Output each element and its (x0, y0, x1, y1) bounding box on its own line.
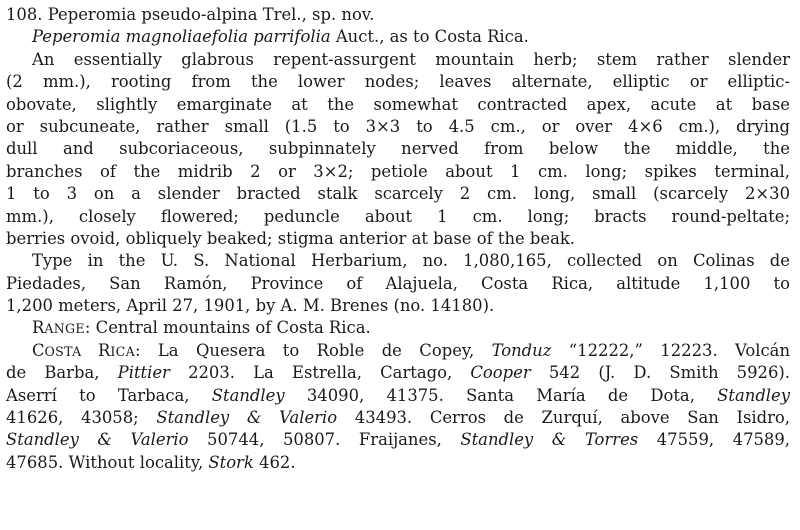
collector-name: Standley & Torres (460, 430, 639, 450)
specimen-text: 50744, 50807. Fraijanes, (188, 430, 461, 450)
specimens-label-c: C (32, 340, 45, 360)
synonym-name: Peperomia magnoliaefolia parrifolia (32, 27, 331, 47)
species-name: Peperomia pseudo-alpina Trel., sp. nov. (47, 5, 375, 24)
specimen-text: de Barba, (6, 363, 118, 383)
range-label-initial: R (32, 318, 45, 338)
specimen-text: 41626, 43058; (6, 408, 157, 428)
specimen-text: : La Quesera to Roble de Copey, (134, 340, 492, 360)
description-line: An essentially glabrous repent-assurgent mountain herb; stem rather slender (32, 49, 790, 69)
type-line: 1,200 meters, April 27, 1901, by A. M. Brenes (no. 14180). (6, 296, 495, 316)
species-number: 108. (6, 5, 43, 24)
description-line: berries ovoid, obliquely beaked; stigma anterior at base of the beak. (6, 228, 576, 248)
specimens-line (6, 407, 790, 429)
specimens-line (6, 452, 790, 474)
specimen-text: 34090, 41375. Santa María de Dota, (284, 385, 718, 405)
specimen-text: 2203. La Estrella, Cartago, (169, 363, 471, 383)
collector-name: Stork (208, 452, 254, 472)
collector-name: Standley (211, 385, 285, 405)
collector-name: Standley & Valerio (156, 408, 338, 428)
collector-name: Tonduz (491, 340, 552, 360)
specimen-text: Aserrí to Tarbaca, (6, 385, 212, 405)
collector-name: Cooper (470, 363, 531, 383)
collector-name: Pittier (117, 363, 170, 383)
collector-name: Standley & Valerio (6, 430, 189, 450)
specimens-label-ica: ICA (110, 343, 135, 359)
range-text: : Central mountains of Costa Rica. (84, 318, 371, 338)
collector-name: Standley (717, 385, 790, 405)
specimens-line (6, 362, 790, 384)
specimen-text: 43493. Cerros de Zurquí, above San Isidro, (337, 408, 790, 428)
specimen-text: 542 (J. D. Smith 5926). (530, 363, 790, 383)
description-line: dull and subcoriaceous, subpinnately nerved from below the middle, the (6, 139, 790, 159)
specimen-text: 47685. Without locality, (6, 452, 209, 472)
description-line: mm.), closely flowered; peduncle about 1 cm. long; bracts round-peltate; (6, 206, 790, 226)
range-label-rest: ANGE (44, 321, 85, 337)
specimens-paragraph (6, 340, 790, 474)
specimens-label-osta: OSTA (44, 343, 99, 359)
specimen-text: 462. (253, 452, 296, 472)
description-line: or subcuneate, rather small (1.5 to 3×3 to 4.5 cm., or over 4×6 cm.), drying (6, 116, 790, 136)
specimens-label-r: R (98, 340, 111, 360)
species-heading (6, 4, 790, 26)
type-line: Piedades, San Ramón, Province of Alajuela, Costa Rica, altitude 1,100 to (6, 273, 790, 293)
specimens-line (6, 429, 790, 451)
description-line: (2 mm.), rooting from the lower nodes; leaves alternate, elliptic or elliptic- (6, 72, 790, 92)
description-paragraph (6, 49, 790, 251)
description-line: branches of the midrib 2 or 3×2; petiole about 1 cm. long; spikes terminal, (6, 161, 790, 181)
description-line: 1 to 3 on a slender bracted stalk scarcely 2 cm. long, small (scarcely 2×30 (6, 184, 790, 204)
type-line: Type in the U. S. National Herbarium, no. 1,080,165, collected on Colinas de (32, 251, 790, 271)
type-paragraph (6, 250, 790, 317)
range-line (6, 317, 790, 339)
specimens-line (6, 385, 790, 407)
specimen-text: “12222,” 12223. Volcán (551, 340, 790, 360)
description-line: obovate, slightly emarginate at the somewhat contracted apex, acute at base (6, 94, 790, 114)
synonym-authority: Auct., as to Costa Rica. (335, 27, 529, 47)
specimens-line (6, 340, 790, 362)
specimen-text: 47559, 47589, (638, 430, 790, 450)
synonym-line (6, 26, 790, 48)
